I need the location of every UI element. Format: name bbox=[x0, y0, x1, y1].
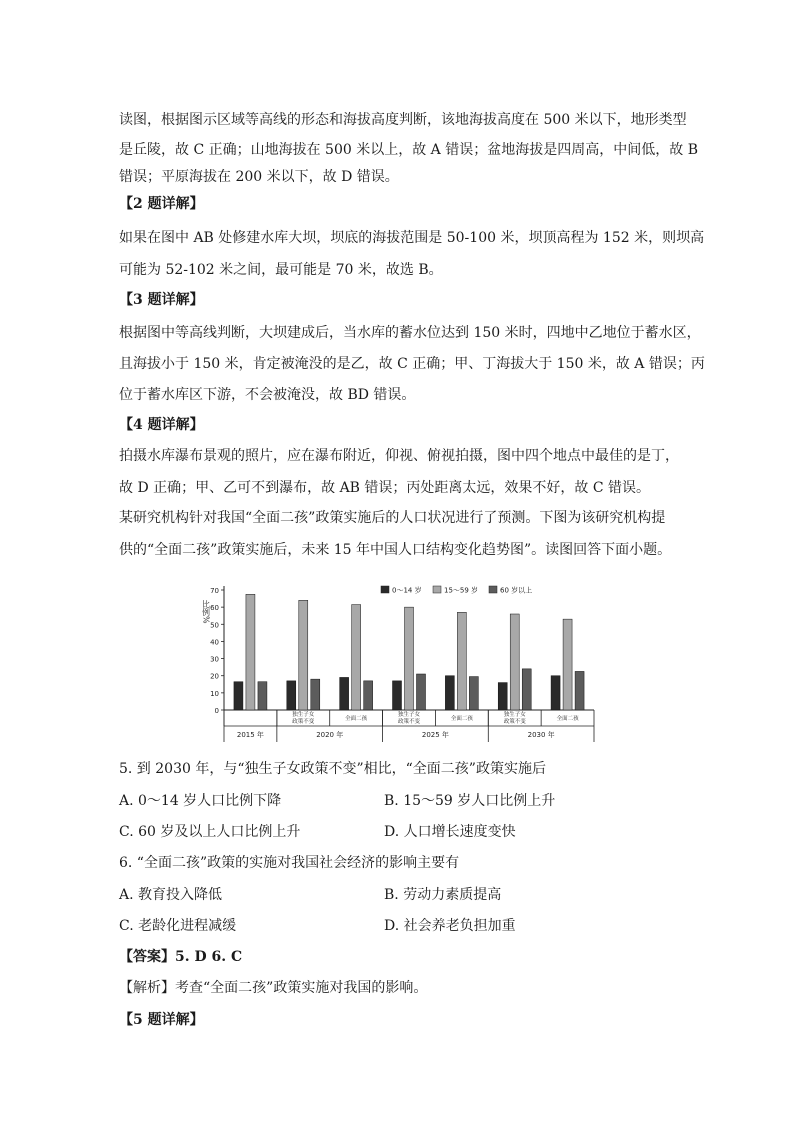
q5-heading: 【5 题详解】 bbox=[119, 1012, 204, 1028]
population-structure-chart bbox=[196, 578, 596, 746]
legend-swatch bbox=[433, 586, 441, 593]
bar bbox=[522, 669, 531, 710]
q5-stem: 5. 到 2030 年，与“独生子女政策不变”相比，“全面二孩”政策实施后 bbox=[119, 761, 546, 777]
y-tick-label: 60 bbox=[210, 604, 219, 613]
q2-heading: 【2 题详解】 bbox=[119, 196, 204, 212]
q6-option-c: C. 老龄化进程减缓 bbox=[119, 918, 237, 934]
chart-legend bbox=[381, 586, 532, 595]
bar bbox=[417, 674, 426, 710]
legend-label: 0～14 岁 bbox=[392, 586, 422, 595]
bar bbox=[287, 681, 296, 710]
q5-option-b: B. 15～59 岁人口比例上升 bbox=[384, 793, 556, 809]
bar bbox=[510, 614, 519, 710]
group-label: 2030 年 bbox=[527, 731, 555, 739]
group-label: 2015 年 bbox=[236, 731, 264, 739]
subgroup-label: 独生子女 bbox=[292, 712, 315, 718]
chart-x-labels bbox=[224, 710, 594, 742]
legend-label: 15～59 岁 bbox=[444, 586, 479, 595]
bar bbox=[246, 594, 255, 710]
q3-expl-line-1: 根据图中等高线判断，大坝建成后，当水库的蓄水位达到 150 米时，四地中乙地位于蓄水区， bbox=[119, 325, 701, 341]
q5-option-d: D. 人口增长速度变快 bbox=[384, 824, 516, 840]
bar bbox=[340, 677, 349, 710]
y-axis-label: 比例% bbox=[201, 600, 211, 624]
q4-expl-line-2: 故 D 正确；甲、乙可不到瀑布，故 AB 错误；丙处距离太远，效果不好，故 C 错误。 bbox=[119, 480, 651, 496]
q5-option-a: A. 0～14 岁人口比例下降 bbox=[119, 793, 282, 809]
q4-expl-line-1: 拍摄水库瀑布景观的照片，应在瀑布附近，仰视、俯视拍摄，图中四个地点中最佳的是丁， bbox=[119, 448, 679, 464]
bar bbox=[469, 677, 478, 710]
subgroup-label: 政策不变 bbox=[292, 719, 315, 725]
subgroup-label: 全面二孩 bbox=[345, 716, 368, 722]
bar bbox=[498, 683, 507, 710]
q3-expl-line-2: 且海拔小于 150 米，肯定被淹没的是乙，故 C 正确；甲、丁海拔大于 150 米，故 A 错误；丙 bbox=[119, 356, 705, 372]
bar bbox=[551, 676, 560, 710]
q1-expl-line-1: 读图，根据图示区域等高线的形态和海拔高度判断，该地海拔高度在 500 米以下，地形类型 bbox=[119, 112, 687, 128]
chart-bars bbox=[234, 594, 584, 710]
bar bbox=[575, 671, 584, 710]
bar bbox=[563, 619, 572, 710]
q1-expl-line-3: 错误；平原海拔在 200 米以下，故 D 错误。 bbox=[119, 169, 399, 185]
subgroup-label: 全面二孩 bbox=[556, 716, 579, 722]
group-label: 2020 年 bbox=[316, 731, 344, 739]
q2-expl-line-2: 可能为 52-102 米之间，最可能是 70 米，故选 B。 bbox=[119, 262, 443, 278]
bar bbox=[311, 679, 320, 710]
answer-line: 【答案】5. D 6. C bbox=[119, 949, 243, 965]
y-tick-label: 70 bbox=[210, 587, 219, 595]
q6-option-a: A. 教育投入降低 bbox=[119, 887, 223, 903]
q6-option-b: B. 劳动力素质提高 bbox=[384, 887, 502, 903]
bar bbox=[258, 682, 267, 710]
subgroup-label: 全面二孩 bbox=[450, 716, 473, 722]
intro-line-1: 某研究机构针对我国“全面二孩”政策实施后的人口状况进行了预测。下图为该研究机构提 bbox=[119, 510, 666, 526]
group-label: 2025 年 bbox=[421, 731, 449, 739]
q4-heading: 【4 题详解】 bbox=[119, 417, 204, 433]
q6-option-d: D. 社会养老负担加重 bbox=[384, 918, 516, 934]
bar bbox=[364, 681, 373, 710]
y-tick-label: 30 bbox=[210, 655, 219, 664]
legend-label: 60 岁以上 bbox=[500, 586, 533, 595]
legend-swatch bbox=[489, 586, 497, 593]
q3-heading: 【3 题详解】 bbox=[119, 292, 204, 308]
subgroup-label: 政策不变 bbox=[503, 719, 526, 725]
bar bbox=[393, 681, 402, 710]
analysis-line: 【解析】考查“全面二孩”政策实施对我国的影响。 bbox=[119, 980, 428, 996]
y-tick-label: 20 bbox=[210, 672, 219, 681]
bar bbox=[405, 607, 414, 710]
bar bbox=[299, 600, 308, 710]
subgroup-label: 政策不变 bbox=[397, 719, 421, 725]
y-tick-label: 50 bbox=[210, 621, 219, 630]
bar bbox=[352, 605, 361, 710]
y-tick-label: 40 bbox=[210, 638, 219, 647]
legend-swatch bbox=[381, 586, 389, 593]
q5-option-c: C. 60 岁及以上人口比例上升 bbox=[119, 824, 301, 840]
q2-expl-line-1: 如果在图中 AB 处修建水库大坝，坝底的海拔范围是 50-100 米，坝顶高程为 152 米，则坝高 bbox=[119, 230, 705, 246]
bar bbox=[234, 682, 243, 710]
q6-stem: 6. “全面二孩”政策的实施对我国社会经济的影响主要有 bbox=[119, 855, 460, 871]
y-tick-label: 10 bbox=[210, 689, 219, 698]
subgroup-label: 独生子女 bbox=[503, 712, 526, 718]
intro-line-2: 供的“全面二孩”政策实施后，未来 15 年中国人口结构变化趋势图”。读图回答下面小题。 bbox=[119, 542, 672, 558]
q1-expl-line-2: 是丘陵，故 C 正确；山地海拔在 500 米以上，故 A 错误；盆地海拔是四周高，中间低，故 B bbox=[119, 142, 698, 158]
y-tick-label: 0 bbox=[214, 707, 219, 715]
bar bbox=[457, 612, 466, 710]
bar bbox=[445, 676, 454, 710]
subgroup-label: 独生子女 bbox=[397, 712, 421, 718]
q3-expl-line-3: 位于蓄水库区下游，不会被淹没，故 BD 错误。 bbox=[119, 387, 416, 403]
